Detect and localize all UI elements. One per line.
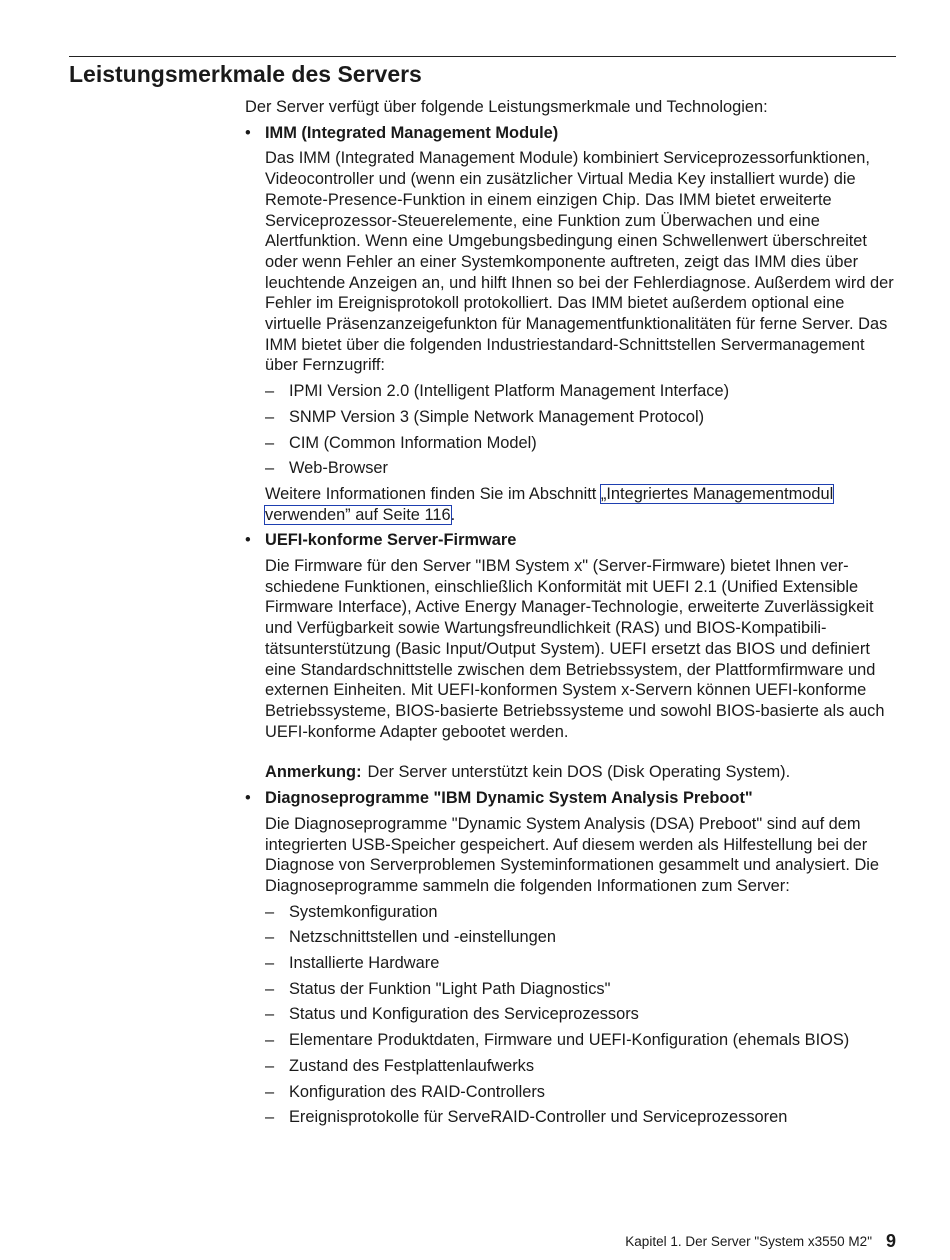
note-label: Anmerkung:	[265, 763, 362, 782]
uefi-description: Die Firmware für den Server "IBM System x" (Server-Firmware) bietet Ihnen verschiedene Funktionen, einschließlich Konformität mit UEFI 2.1 (Unified Extensible Firmware Interface), Active Energy Manager-Technologie, erweiterte Zuverlässigkeit und Verfügbarkeit sowie Wartungsfreundlichkeit (RAS) und BIOS-Kompatibilitätsunterstützung (Basic Input/Output System). UEFI ersetzt das BIOS und definiert eine Standardschnittstelle zwischen dem Betriebssystem, der Plattformfirmware und externen Einheiten. Mit UEFI-konformen System x-Servern können UEFI-konforme Betriebssysteme, BIOS-basierte Betriebssysteme und sowohl BIOS-basierte als auch UEFI-konforme Adapter gebootet werden.	[265, 557, 885, 741]
list-item	[265, 1056, 900, 1077]
list-item-text: Ereignisprotokolle für ServeRAID-Controller und Serviceprozessoren	[289, 1108, 788, 1127]
bullet-marker: •	[245, 789, 251, 808]
dash-marker: –	[265, 459, 275, 478]
dash-marker: –	[265, 407, 275, 426]
dash-marker: –	[265, 979, 275, 998]
dash-marker: –	[265, 1108, 275, 1127]
dash-marker: –	[265, 1005, 275, 1024]
imm-description: Das IMM (Integrated Management Module) kombiniert Serviceprozessorfunktionen, Videocontroller und (wenn ein zusätzlicher Virtual Media Key installiert wurde) die Remote-Presence-Funktion in einem einzigen Chip. Das IMM bietet erweiterte Serviceprozessor-Steuerelemente, eine Funktion zum Überwachen und eine Alertfunktion. Wenn eine Umgebungsbedingung einen Schwellenwert überschreitet oder wenn Fehler an einer Systemkomponente auftreten, zeigt das IMM dies über leuchtende Anzeigen an, und hilft Ihnen so bei der Fehlerdiagnose. Außerdem wird der Fehler im Ereignisprotokoll protokolliert. Das IMM bietet außerdem optional eine virtuelle Präsenzanzeigefunkton für Managementfunktionalitäten für ferne Server. Das IMM bietet über die folgenden Industriestandard-Schnittstellen Servermanagement über Fernzugriff:	[265, 149, 894, 375]
dash-marker: –	[265, 902, 275, 921]
dash-marker: –	[265, 954, 275, 973]
list-item	[265, 381, 900, 402]
bullet-marker: •	[245, 531, 251, 550]
imm-more-info	[265, 484, 900, 525]
dsa-info-list	[265, 902, 900, 1128]
list-item-text: Elementare Produktdaten, Firmware und UEFI-Konfiguration (ehemals BIOS)	[289, 1031, 850, 1050]
list-item	[265, 1082, 900, 1103]
list-item	[265, 1107, 900, 1128]
uefi-note	[265, 762, 900, 783]
footer-chapter: Kapitel 1. Der Server "System x3550 M2"	[625, 1234, 872, 1249]
list-item-text: Zustand des Festplattenlaufwerks	[289, 1056, 535, 1075]
dash-marker: –	[265, 382, 275, 401]
list-item-text: Netzschnittstellen und -einstellungen	[289, 928, 556, 947]
bullet-dsa	[245, 788, 900, 1128]
imm-interface-list	[265, 381, 900, 479]
list-item	[265, 902, 900, 923]
list-item-text: SNMP Version 3 (Simple Network Management Protocol)	[289, 407, 705, 426]
list-item	[265, 1004, 900, 1025]
more-info-suffix: .	[450, 505, 456, 524]
dash-marker: –	[265, 1082, 275, 1101]
bullet-marker: •	[245, 123, 251, 142]
list-item-text: Web-Browser	[289, 459, 388, 478]
page-content	[245, 97, 900, 1133]
dash-marker: –	[265, 433, 275, 452]
note-text: Der Server unterstützt kein DOS (Disk Operating System).	[367, 763, 791, 782]
page-title: Leistungsmerkmale des Servers	[69, 61, 422, 87]
more-info-prefix: Weitere Informationen finden Sie im Abschnitt	[265, 484, 601, 503]
list-item-text: Konfiguration des RAID-Controllers	[289, 1082, 545, 1101]
list-item	[265, 979, 900, 1000]
bullet-title-uefi: UEFI-konforme Server-Firmware	[265, 531, 517, 550]
cross-reference-link[interactable]: „Integriertes Managementmodul verwenden” auf Seite 116	[265, 484, 834, 524]
list-item-text: Status der Funktion "Light Path Diagnostics"	[289, 979, 611, 998]
list-item	[265, 953, 900, 974]
dash-marker: –	[265, 1056, 275, 1075]
page-number: 9	[885, 1231, 896, 1251]
bullet-uefi	[245, 530, 900, 783]
page-footer	[625, 1230, 896, 1253]
bullet-title-dsa: Diagnoseprogramme "IBM Dynamic System Analysis Preboot"	[265, 789, 753, 808]
list-item-text: Status und Konfiguration des Serviceprozessors	[289, 1005, 639, 1024]
dsa-description: Die Diagnoseprogramme "Dynamic System Analysis (DSA) Preboot" sind auf dem integrierten USB-Speicher gespeichert. Auf diesem werden als Hilfestellung bei der Diagnose von Serverproblemen Systeminformationen gesammelt und analysiert. Die Diagnoseprogramme sammeln die folgenden Informationen zum Server:	[265, 814, 880, 895]
dash-marker: –	[265, 928, 275, 947]
list-item-text: IPMI Version 2.0 (Intelligent Platform Management Interface)	[289, 382, 730, 401]
header-rule	[69, 56, 896, 57]
dash-marker: –	[265, 1031, 275, 1050]
list-item	[265, 407, 900, 428]
list-item-text: Installierte Hardware	[289, 954, 440, 973]
intro-text: Der Server verfügt über folgende Leistungsmerkmale und Technologien:	[245, 98, 768, 116]
list-item	[265, 927, 900, 948]
bullet-imm	[245, 123, 900, 526]
list-item	[265, 433, 900, 454]
list-item	[265, 458, 900, 479]
list-item-text: Systemkonfiguration	[289, 902, 438, 921]
bullet-title-imm: IMM (Integrated Management Module)	[265, 123, 559, 142]
list-item-text: CIM (Common Information Model)	[289, 433, 537, 452]
list-item	[265, 1030, 900, 1051]
